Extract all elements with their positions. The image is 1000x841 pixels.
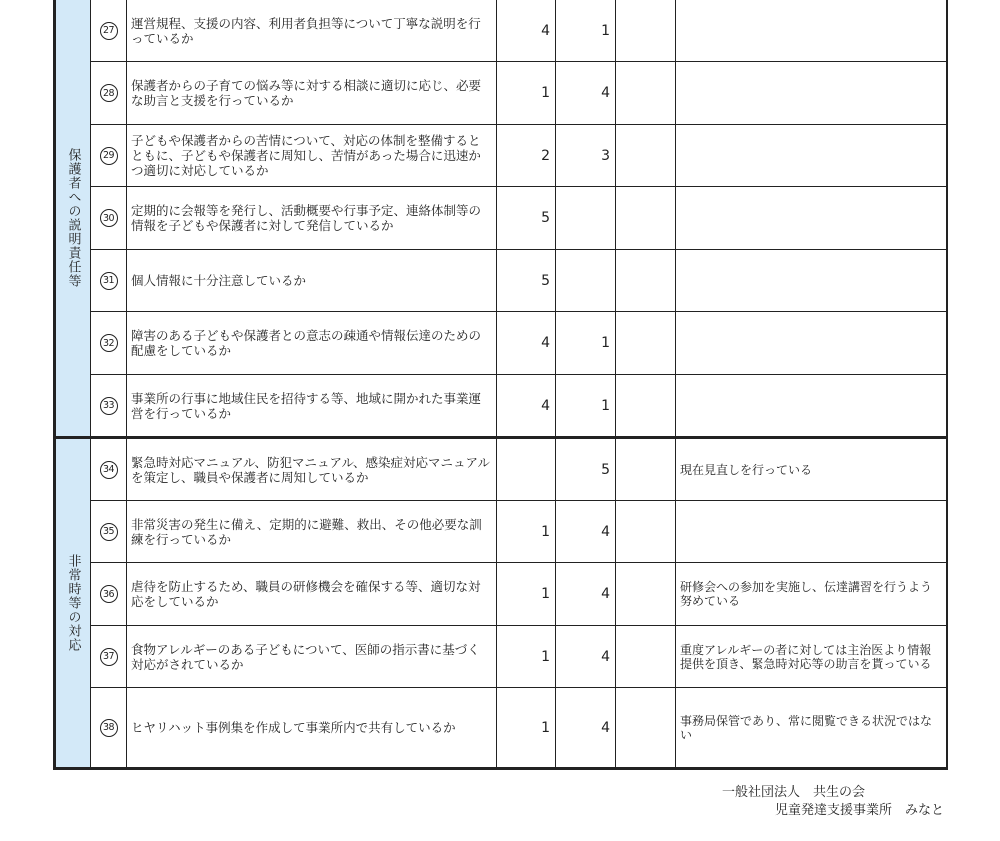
note-text: 研修会への参加を実施し、伝達講習を行うよう努めている (680, 580, 933, 608)
item-number: 27 (100, 22, 118, 40)
question-text: 個人情報に十分注意しているか (127, 250, 497, 311)
evaluation-table (53, 0, 948, 770)
yes-count: 4 (497, 312, 556, 374)
table-row (91, 688, 946, 767)
footer-facility: 児童発達支援事業所 みなと (774, 803, 944, 818)
item-number: 34 (100, 461, 118, 479)
note-text (676, 187, 946, 249)
blank-cell (616, 62, 676, 124)
blank-cell (616, 0, 676, 61)
table-row (91, 501, 946, 563)
blank-cell (616, 187, 676, 249)
question-text: 事業所の行事に地域住民を招待する等、地域に開かれた事業運営を行っているか (127, 375, 497, 436)
no-count: 1 (556, 375, 616, 436)
no-count (556, 187, 616, 249)
table-row (91, 439, 946, 501)
blank-cell (616, 125, 676, 186)
note-text: 重度アレルギーの者に対しては主治医より情報提供を頂き、緊急時対応等の助言を貰っている (680, 642, 932, 671)
question-text: 運営規程、支援の内容、利用者負担等について丁寧な説明を行っているか (127, 0, 497, 61)
category-accountability (56, 0, 91, 436)
table-row (91, 375, 946, 436)
blank-cell (616, 626, 676, 687)
table-row (91, 62, 946, 125)
item-number: 30 (100, 209, 118, 227)
item-number: 38 (100, 719, 118, 737)
no-count: 1 (556, 0, 616, 61)
no-count: 4 (556, 563, 616, 625)
note-text: 現在見直しを行っている (680, 462, 813, 477)
item-number: 36 (100, 585, 118, 603)
no-count: 4 (556, 62, 616, 124)
yes-count: 1 (497, 501, 556, 562)
item-number: 33 (100, 397, 118, 415)
no-count: 4 (556, 626, 616, 687)
no-count: 5 (556, 439, 616, 500)
yes-count: 5 (497, 250, 556, 311)
blank-cell (616, 375, 676, 436)
blank-cell (616, 563, 676, 625)
table-row (91, 250, 946, 312)
no-count: 3 (556, 125, 616, 186)
question-text: 食物アレルギーのある子どもについて、医師の指示書に基づく対応がされているか (127, 626, 497, 687)
item-number: 32 (100, 334, 118, 352)
yes-count: 5 (497, 187, 556, 249)
item-number: 29 (100, 147, 118, 165)
yes-count: 4 (497, 375, 556, 436)
note-text (676, 375, 946, 436)
note-text (676, 125, 946, 186)
question-text: 定期的に会報等を発行し、活動概要や行事予定、連絡体制等の情報を子どもや保護者に対して発信しているか (127, 187, 497, 249)
category-label: 保護者への説明責任等 (65, 148, 81, 288)
question-text: 緊急時対応マニュアル、防犯マニュアル、感染症対応マニュアルを策定し、職員や保護者に周知しているか (127, 439, 497, 500)
yes-count: 1 (497, 563, 556, 625)
table-row (91, 125, 946, 187)
category-emergency (56, 439, 91, 767)
question-text: 非常災害の発生に備え、定期的に避難、救出、その他必要な訓練を行っているか (127, 501, 497, 562)
no-count (556, 250, 616, 311)
yes-count: 2 (497, 125, 556, 186)
note-text (676, 501, 946, 562)
yes-count: 1 (497, 626, 556, 687)
blank-cell (616, 439, 676, 500)
blank-cell (616, 501, 676, 562)
note-text (676, 312, 946, 374)
question-text: 子どもや保護者からの苦情について、対応の体制を整備するとともに、子どもや保護者に周知し、苦情があった場合に迅速かつ適切に対応しているか (127, 125, 497, 186)
no-count: 4 (556, 688, 616, 767)
blank-cell (616, 688, 676, 767)
table-row (91, 563, 946, 626)
yes-count (497, 439, 556, 500)
item-number: 37 (100, 648, 118, 666)
item-number: 31 (100, 272, 118, 290)
yes-count: 1 (497, 62, 556, 124)
table-row (91, 0, 946, 62)
table-row (91, 312, 946, 375)
note-text (676, 62, 946, 124)
item-number: 35 (100, 523, 118, 541)
no-count: 1 (556, 312, 616, 374)
no-count: 4 (556, 501, 616, 562)
category-label: 非常時等の対応 (65, 554, 81, 652)
item-number: 28 (100, 84, 118, 102)
note-text (676, 250, 946, 311)
question-text: 障害のある子どもや保護者との意志の疎通や情報伝達のための配慮をしているか (127, 312, 497, 374)
table-row (91, 626, 946, 688)
blank-cell (616, 312, 676, 374)
question-text: 保護者からの子育ての悩み等に対する相談に適切に応じ、必要な助言と支援を行っているか (127, 62, 497, 124)
question-text: ヒヤリハット事例集を作成して事業所内で共有しているか (127, 688, 497, 767)
table-row (91, 187, 946, 250)
blank-cell (616, 250, 676, 311)
yes-count: 1 (497, 688, 556, 767)
yes-count: 4 (497, 0, 556, 61)
question-text: 虐待を防止するため、職員の研修機会を確保する等、適切な対応をしているか (127, 563, 497, 625)
note-text (676, 0, 946, 61)
footer-organization: 一般社団法人 共生の会 (721, 785, 865, 800)
note-text: 事務局保管であり、常に閲覧できる状況ではない (680, 713, 933, 742)
